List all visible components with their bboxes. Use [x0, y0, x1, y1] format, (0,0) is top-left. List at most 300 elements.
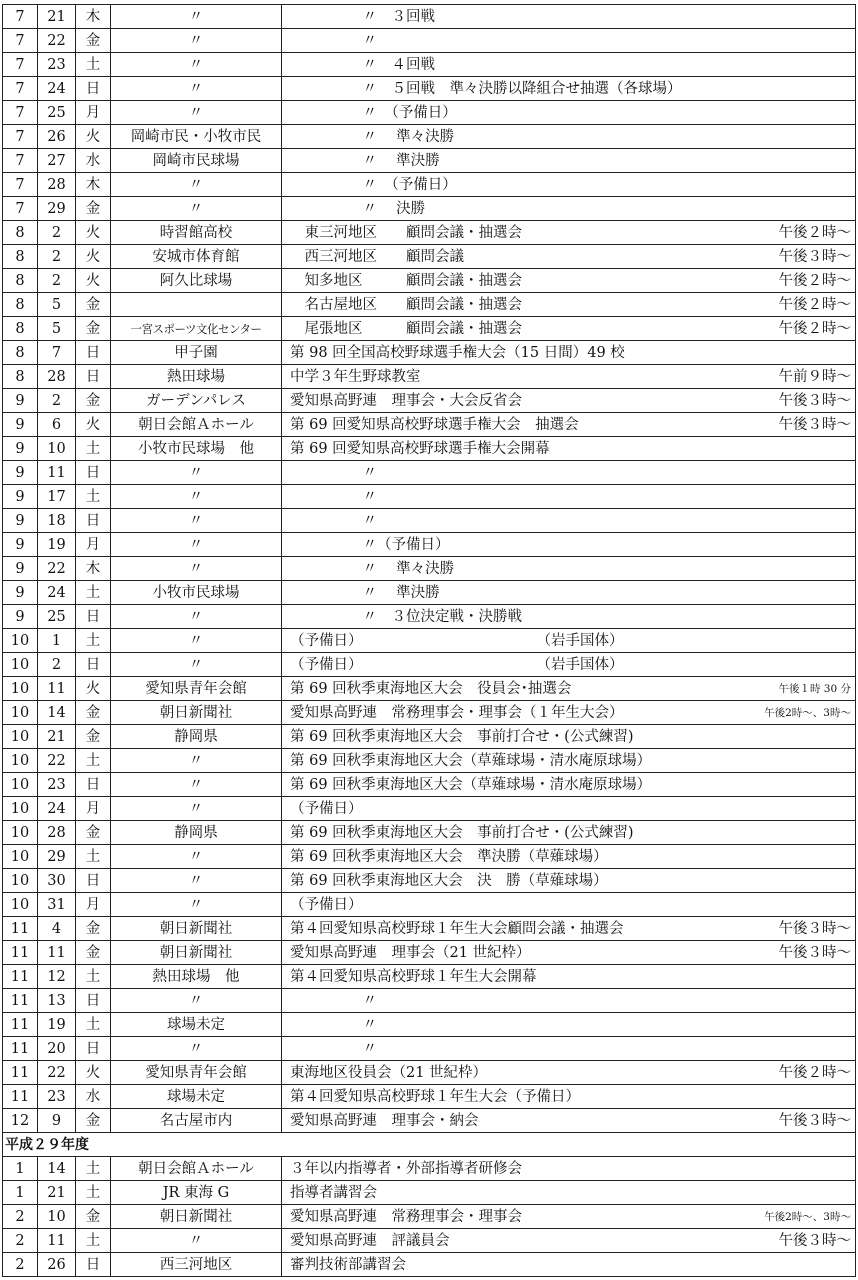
- month-cell: 8: [3, 269, 38, 293]
- event-cell: [282, 605, 856, 629]
- schedule-row: [3, 1013, 856, 1037]
- event-cell: [282, 1085, 856, 1109]
- month-cell: 11: [3, 1061, 38, 1085]
- weekday-cell: 金: [76, 293, 111, 317]
- schedule-row: [3, 365, 856, 389]
- month-cell: 1: [3, 1181, 38, 1205]
- event-time: 午後２時～: [778, 1064, 851, 1081]
- weekday-cell: 金: [76, 197, 111, 221]
- schedule-row: [3, 197, 856, 221]
- month-cell: 9: [3, 461, 38, 485]
- month-cell: 9: [3, 389, 38, 413]
- weekday-cell: 日: [76, 509, 111, 533]
- schedule-row: [3, 245, 856, 269]
- day-cell: 19: [38, 1013, 76, 1037]
- month-cell: 8: [3, 221, 38, 245]
- schedule-row: [3, 1205, 856, 1229]
- venue-cell: 〃: [111, 749, 282, 773]
- event-time: 午後３時～: [778, 416, 851, 433]
- weekday-cell: 水: [76, 1085, 111, 1109]
- month-cell: 2: [3, 1253, 38, 1277]
- month-cell: 11: [3, 917, 38, 941]
- event-cell: [282, 461, 856, 485]
- event-cell: [282, 1229, 856, 1253]
- day-cell: 25: [38, 605, 76, 629]
- schedule-row: [3, 77, 856, 101]
- venue-cell: 〃: [111, 869, 282, 893]
- day-cell: 24: [38, 77, 76, 101]
- event-time: 午前９時～: [778, 368, 851, 385]
- venue-cell: 〃: [111, 773, 282, 797]
- month-cell: 8: [3, 245, 38, 269]
- weekday-cell: 木: [76, 5, 111, 29]
- event-cell: [282, 1253, 856, 1277]
- weekday-cell: 月: [76, 101, 111, 125]
- weekday-cell: 火: [76, 125, 111, 149]
- day-cell: 12: [38, 965, 76, 989]
- month-cell: 10: [3, 821, 38, 845]
- month-cell: 10: [3, 773, 38, 797]
- venue-cell: 〃: [111, 53, 282, 77]
- event-cell: [282, 269, 856, 293]
- event-cell: [282, 917, 856, 941]
- day-cell: 29: [38, 845, 76, 869]
- venue-cell: 〃: [111, 101, 282, 125]
- event-text: 〃 準決勝: [290, 584, 440, 601]
- day-cell: 2: [38, 245, 76, 269]
- event-text: （予備日）: [290, 800, 363, 817]
- weekday-cell: 金: [76, 701, 111, 725]
- schedule-row: [3, 485, 856, 509]
- event-text: 〃: [290, 992, 377, 1009]
- venue-cell: 〃: [111, 197, 282, 221]
- weekday-cell: 金: [76, 317, 111, 341]
- section-row-heisei29: [3, 1133, 856, 1157]
- event-cell: [282, 893, 856, 917]
- day-cell: 10: [38, 1205, 76, 1229]
- event-text: 〃 ５回戦 準々決勝以降組合せ抽選（各球場）: [290, 80, 682, 97]
- schedule-row: [3, 1157, 856, 1181]
- section-title: 平成２９年度: [3, 1133, 856, 1157]
- event-time: 午後２時～: [778, 320, 851, 337]
- month-cell: 7: [3, 125, 38, 149]
- event-text: 〃 ３回戦: [290, 8, 435, 25]
- venue-cell: 〃: [111, 533, 282, 557]
- month-cell: 9: [3, 413, 38, 437]
- venue-cell: 〃: [111, 629, 282, 653]
- event-text: 愛知県高野連 常務理事会・理事会: [290, 1208, 522, 1225]
- schedule-row: [3, 677, 856, 701]
- venue-cell: 阿久比球場: [111, 269, 282, 293]
- weekday-cell: 日: [76, 77, 111, 101]
- month-cell: 11: [3, 1037, 38, 1061]
- month-cell: 12: [3, 1109, 38, 1133]
- month-cell: 10: [3, 869, 38, 893]
- event-time: 午後３時～: [778, 944, 851, 961]
- event-cell: [282, 1181, 856, 1205]
- schedule-row: [3, 437, 856, 461]
- venue-cell: 〃: [111, 1037, 282, 1061]
- schedule-row: [3, 29, 856, 53]
- event-cell: [282, 1109, 856, 1133]
- weekday-cell: 金: [76, 917, 111, 941]
- event-text: 〃（予備日）: [290, 536, 450, 553]
- event-cell: [282, 989, 856, 1013]
- month-cell: 10: [3, 893, 38, 917]
- event-time: 午後３時～: [778, 1232, 851, 1249]
- event-text: 第 69 回秋季東海地区大会（草薙球場・清水庵原球場）: [290, 776, 652, 793]
- schedule-row: [3, 989, 856, 1013]
- day-cell: 30: [38, 869, 76, 893]
- event-text: 名古屋地区 顧問会議・抽選会: [290, 296, 522, 313]
- weekday-cell: 日: [76, 773, 111, 797]
- event-text: 〃 （予備日）: [290, 176, 457, 193]
- month-cell: 7: [3, 101, 38, 125]
- schedule-row: [3, 413, 856, 437]
- weekday-cell: 木: [76, 173, 111, 197]
- event-text: 第 69 回秋季東海地区大会 事前打合せ・(公式練習): [290, 824, 634, 841]
- day-cell: 26: [38, 1253, 76, 1277]
- weekday-cell: 水: [76, 149, 111, 173]
- schedule-row: [3, 1229, 856, 1253]
- schedule-row: [3, 869, 856, 893]
- event-cell: [282, 101, 856, 125]
- venue-cell: 甲子園: [111, 341, 282, 365]
- event-cell: [282, 149, 856, 173]
- weekday-cell: 日: [76, 365, 111, 389]
- schedule-row: [3, 101, 856, 125]
- day-cell: 22: [38, 1061, 76, 1085]
- event-cell: [282, 29, 856, 53]
- event-cell: [282, 1037, 856, 1061]
- schedule-row: [3, 893, 856, 917]
- schedule-row: [3, 1061, 856, 1085]
- weekday-cell: 日: [76, 869, 111, 893]
- month-cell: 9: [3, 581, 38, 605]
- weekday-cell: 火: [76, 269, 111, 293]
- schedule-row: [3, 461, 856, 485]
- venue-cell: 〃: [111, 1229, 282, 1253]
- schedule-row: [3, 605, 856, 629]
- schedule-row: [3, 749, 856, 773]
- event-cell: [282, 77, 856, 101]
- day-cell: 23: [38, 1085, 76, 1109]
- event-time: 午後２時～: [778, 272, 851, 289]
- event-text: 愛知県高野連 評議員会: [290, 1232, 450, 1249]
- day-cell: 21: [38, 5, 76, 29]
- event-cell: [282, 701, 856, 725]
- day-cell: 21: [38, 1181, 76, 1205]
- event-cell: [282, 221, 856, 245]
- event-cell: [282, 941, 856, 965]
- weekday-cell: 土: [76, 1229, 111, 1253]
- month-cell: 8: [3, 317, 38, 341]
- month-cell: 9: [3, 605, 38, 629]
- venue-cell: 静岡県: [111, 725, 282, 749]
- day-cell: 24: [38, 797, 76, 821]
- schedule-row: [3, 725, 856, 749]
- schedule-row: [3, 1037, 856, 1061]
- event-text: 〃: [290, 1016, 377, 1033]
- event-time: 午後２時～: [778, 224, 851, 241]
- weekday-cell: 日: [76, 1253, 111, 1277]
- schedule-row: [3, 797, 856, 821]
- month-cell: 9: [3, 485, 38, 509]
- day-cell: 26: [38, 125, 76, 149]
- schedule-row: [3, 269, 856, 293]
- weekday-cell: 日: [76, 653, 111, 677]
- event-text: 〃: [290, 488, 377, 505]
- month-cell: 8: [3, 341, 38, 365]
- event-cell: [282, 869, 856, 893]
- event-text: 第 69 回秋季東海地区大会 役員会･抽選会: [290, 680, 572, 697]
- venue-cell: 朝日会館Ａホール: [111, 1157, 282, 1181]
- weekday-cell: 月: [76, 893, 111, 917]
- event-text: 愛知県高野連 理事会・納会: [290, 1112, 479, 1129]
- day-cell: 29: [38, 197, 76, 221]
- schedule-table: [2, 4, 856, 1277]
- venue-cell: 愛知県青年会館: [111, 1061, 282, 1085]
- day-cell: 23: [38, 773, 76, 797]
- event-cell: [282, 293, 856, 317]
- event-text: 第 69 回秋季東海地区大会（草薙球場・清水庵原球場）: [290, 752, 652, 769]
- event-text: 西三河地区 顧問会議: [290, 248, 464, 265]
- weekday-cell: 火: [76, 1061, 111, 1085]
- weekday-cell: 土: [76, 1157, 111, 1181]
- day-cell: 2: [38, 653, 76, 677]
- weekday-cell: 土: [76, 437, 111, 461]
- venue-cell: 安城市体育館: [111, 245, 282, 269]
- schedule-row: [3, 557, 856, 581]
- schedule-row: [3, 653, 856, 677]
- day-cell: 11: [38, 941, 76, 965]
- schedule-body-2017: [3, 1157, 856, 1277]
- schedule-row: [3, 509, 856, 533]
- venue-cell: 熱田球場 他: [111, 965, 282, 989]
- day-cell: 11: [38, 461, 76, 485]
- event-text: 中学３年生野球教室: [290, 368, 421, 385]
- event-text: 第４回愛知県高校野球１年生大会顧問会議・抽選会: [290, 920, 624, 937]
- day-cell: 2: [38, 221, 76, 245]
- month-cell: 9: [3, 557, 38, 581]
- weekday-cell: 日: [76, 989, 111, 1013]
- day-cell: 10: [38, 437, 76, 461]
- weekday-cell: 日: [76, 461, 111, 485]
- weekday-cell: 日: [76, 341, 111, 365]
- weekday-cell: 木: [76, 557, 111, 581]
- venue-cell: 小牧市民球場 他: [111, 437, 282, 461]
- event-cell: [282, 125, 856, 149]
- venue-cell: 球場未定: [111, 1013, 282, 1037]
- event-cell: [282, 5, 856, 29]
- weekday-cell: 土: [76, 581, 111, 605]
- weekday-cell: 月: [76, 797, 111, 821]
- event-cell: [282, 797, 856, 821]
- day-cell: 7: [38, 341, 76, 365]
- event-cell: [282, 845, 856, 869]
- event-time: 午後３時～: [778, 392, 851, 409]
- event-cell: [282, 437, 856, 461]
- month-cell: 11: [3, 941, 38, 965]
- venue-cell: 球場未定: [111, 1085, 282, 1109]
- schedule-row: [3, 53, 856, 77]
- day-cell: 23: [38, 53, 76, 77]
- schedule-row: [3, 341, 856, 365]
- month-cell: 7: [3, 5, 38, 29]
- event-text: 〃 ４回戦: [290, 56, 435, 73]
- schedule-row: [3, 1109, 856, 1133]
- event-cell: [282, 173, 856, 197]
- schedule-row: [3, 1085, 856, 1109]
- weekday-cell: 金: [76, 821, 111, 845]
- day-cell: 6: [38, 413, 76, 437]
- day-cell: 17: [38, 485, 76, 509]
- weekday-cell: 土: [76, 845, 111, 869]
- venue-cell: 〃: [111, 485, 282, 509]
- schedule-row: [3, 965, 856, 989]
- venue-cell: 熱田球場: [111, 365, 282, 389]
- weekday-cell: 土: [76, 965, 111, 989]
- weekday-cell: 月: [76, 533, 111, 557]
- month-cell: 10: [3, 653, 38, 677]
- schedule-row: [3, 941, 856, 965]
- event-text: 東三河地区 顧問会議・抽選会: [290, 224, 522, 241]
- schedule-row: [3, 317, 856, 341]
- venue-cell: 〃: [111, 557, 282, 581]
- day-cell: 18: [38, 509, 76, 533]
- day-cell: 19: [38, 533, 76, 557]
- venue-cell: 岡崎市民・小牧市民: [111, 125, 282, 149]
- schedule-row: [3, 629, 856, 653]
- day-cell: 22: [38, 557, 76, 581]
- venue-cell: 小牧市民球場: [111, 581, 282, 605]
- day-cell: 22: [38, 29, 76, 53]
- venue-cell: 時習館高校: [111, 221, 282, 245]
- venue-cell: 名古屋市内: [111, 1109, 282, 1133]
- event-cell: [282, 365, 856, 389]
- day-cell: 20: [38, 1037, 76, 1061]
- day-cell: 5: [38, 293, 76, 317]
- month-cell: 8: [3, 293, 38, 317]
- month-cell: 10: [3, 725, 38, 749]
- venue-cell: 一宮スポーツ文化センター: [111, 317, 282, 341]
- weekday-cell: 日: [76, 605, 111, 629]
- schedule-row: [3, 917, 856, 941]
- event-text: 〃 準々決勝: [290, 128, 455, 145]
- section-header: [3, 1133, 856, 1157]
- event-text: 〃 ３位決定戦・決勝戦: [290, 608, 522, 625]
- event-cell: [282, 1205, 856, 1229]
- weekday-cell: 金: [76, 389, 111, 413]
- venue-cell: JR 東海 G: [111, 1181, 282, 1205]
- month-cell: 8: [3, 365, 38, 389]
- event-cell: [282, 821, 856, 845]
- event-cell: [282, 509, 856, 533]
- event-cell: [282, 629, 856, 653]
- month-cell: 10: [3, 845, 38, 869]
- event-cell: [282, 245, 856, 269]
- weekday-cell: 金: [76, 29, 111, 53]
- day-cell: 14: [38, 701, 76, 725]
- event-time: 午後３時～: [778, 1112, 851, 1129]
- day-cell: 21: [38, 725, 76, 749]
- event-text: 指導者講習会: [290, 1184, 377, 1201]
- event-cell: [282, 749, 856, 773]
- event-text: （予備日） （岩手国体）: [290, 656, 624, 673]
- event-cell: [282, 653, 856, 677]
- month-cell: 7: [3, 77, 38, 101]
- event-text: 〃 決勝: [290, 200, 426, 217]
- event-time: 午後３時～: [778, 248, 851, 265]
- event-text: 第４回愛知県高校野球１年生大会開幕: [290, 968, 537, 985]
- event-text: 尾張地区 顧問会議・抽選会: [290, 320, 522, 337]
- weekday-cell: 火: [76, 677, 111, 701]
- event-text: 第 69 回愛知県高校野球選手権大会 抽選会: [290, 416, 579, 433]
- event-cell: [282, 485, 856, 509]
- day-cell: 28: [38, 173, 76, 197]
- event-text: （予備日）: [290, 896, 363, 913]
- venue-cell: 〃: [111, 5, 282, 29]
- event-text: 知多地区 顧問会議・抽選会: [290, 272, 522, 289]
- event-text: ３年以内指導者・外部指導者研修会: [290, 1160, 522, 1177]
- month-cell: 10: [3, 701, 38, 725]
- venue-cell: 朝日会館Ａホール: [111, 413, 282, 437]
- venue-cell: 〃: [111, 893, 282, 917]
- event-cell: [282, 413, 856, 437]
- event-time: 午後１時 30 分: [778, 682, 851, 695]
- venue-cell: ガーデンパレス: [111, 389, 282, 413]
- schedule-body-2016: [3, 5, 856, 1133]
- event-cell: [282, 557, 856, 581]
- event-text: 〃: [290, 512, 377, 529]
- day-cell: 2: [38, 269, 76, 293]
- venue-cell: 朝日新聞社: [111, 941, 282, 965]
- month-cell: 10: [3, 677, 38, 701]
- event-cell: [282, 1061, 856, 1085]
- schedule-row: [3, 149, 856, 173]
- weekday-cell: 金: [76, 1109, 111, 1133]
- schedule-row: [3, 773, 856, 797]
- month-cell: 11: [3, 1085, 38, 1109]
- venue-cell: [111, 293, 282, 317]
- event-cell: [282, 965, 856, 989]
- day-cell: 28: [38, 365, 76, 389]
- schedule-row: [3, 701, 856, 725]
- month-cell: 7: [3, 53, 38, 77]
- event-text: 愛知県高野連 理事会（21 世紀枠）: [290, 944, 531, 961]
- day-cell: 11: [38, 1229, 76, 1253]
- venue-cell: 岡崎市民球場: [111, 149, 282, 173]
- month-cell: 11: [3, 989, 38, 1013]
- event-text: 〃 （予備日）: [290, 104, 457, 121]
- day-cell: 4: [38, 917, 76, 941]
- schedule-row: [3, 533, 856, 557]
- day-cell: 5: [38, 317, 76, 341]
- month-cell: 9: [3, 437, 38, 461]
- month-cell: 2: [3, 1205, 38, 1229]
- event-cell: [282, 317, 856, 341]
- day-cell: 1: [38, 629, 76, 653]
- month-cell: 11: [3, 965, 38, 989]
- schedule-row: [3, 293, 856, 317]
- day-cell: 22: [38, 749, 76, 773]
- venue-cell: 朝日新聞社: [111, 701, 282, 725]
- venue-cell: 〃: [111, 173, 282, 197]
- schedule-row: [3, 581, 856, 605]
- event-text: 審判技術部講習会: [290, 1256, 406, 1273]
- event-text: 愛知県高野連 理事会・大会反省会: [290, 392, 522, 409]
- event-text: 〃 準々決勝: [290, 560, 455, 577]
